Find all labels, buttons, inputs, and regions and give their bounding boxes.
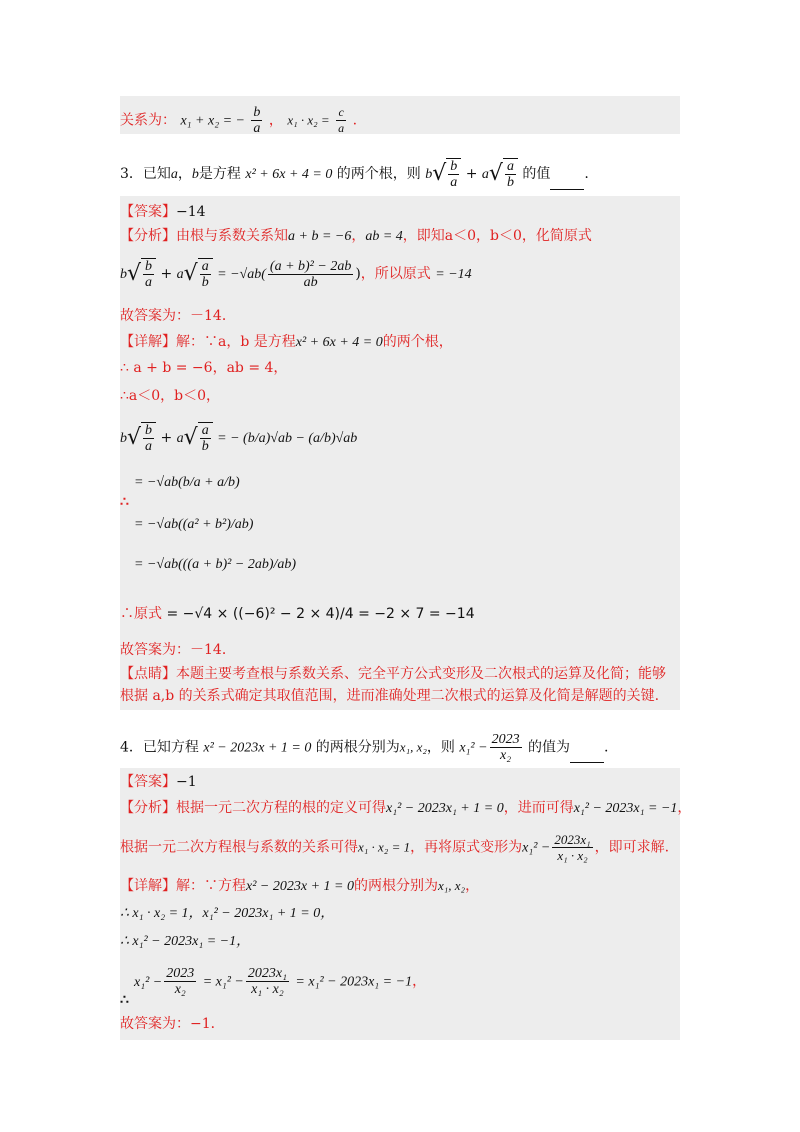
question-3: 3．已知a，b是方程 x² + 6x + 4 = 0 的两个根，则 b√ $\frac{b}{a}$ + a√ $\frac{a}{b}$ 的值 .	[120, 159, 589, 190]
answer-blank	[570, 748, 604, 763]
final-result-line: ∴原式 = −√4 × ((−6)² − 2 × 4)/4 = −2 × 7 = −14	[120, 606, 475, 622]
derivation-step-2: = −√ab(b/a + a/b)	[134, 475, 240, 490]
answer-4: 【答案】−1 【分析】根据一元二次方程的根的定义可得x₁² − 2023x₁ + 1 = 0，进而可得x₁² − 2023x₁ = −1， 根据一元二次方程根与系数的关系可得x₁ · x₂ = 1，再将原式变形为x₁² − $\frac{\text{2023x₁}}{\text{x₁ · x₂}}$ ，即可求解. 【详解】解：∵方程x² − 2023x + 1 = 0的两根分别为x₁, x₂， ∴ x₁ · x₂ = 1，x₁² − 2023x₁ + 1 = 0， ∴ x₁² − 2023x₁ = −1， x₁² − $\frac{2023}{\text{x₂}}$ = x₁² − $\frac{\text{2023x₁}}{\text{x₁ · x₂}}$ = x₁² − 2023x₁ = −1， ∴ 故答案为：−1．	[120, 768, 680, 1040]
comment-line-1: 【点睛】本题主要考查根与系数关系、完全平方公式变形及二次根式的运算及化简；能够	[120, 666, 666, 682]
derivation-step-4: = −√ab(((a + b)² − 2ab)/ab)	[134, 557, 297, 572]
answer-3: 【答案】−14 【分析】由根与系数关系知a + b = −6，ab = 4，即知a＜0，b＜0，化简原式 b√ $\frac{b}{a}$ + a√ $\frac{a}{b}$ = −√ab( $\frac{\text{(a + b)² − 2ab}}{ab}$ )，所以原式 = −14 故答案为：－14． 【详解】解：∵a，b 是方程x² + 6x + 4 = 0的两个根， ∴ a + b = −6，ab = 4， ∴a＜0，b＜0， b√ $\frac{b}{a}$ + a√ $\frac{a}{b}$ = − (b/a)√ab − (a/b)√ab = −√ab(b/a + a/b) ∴ = −√ab((a² + b²)/ab) = −√ab(((a + b)² − 2ab)/ab) ∴原式 = −√4 × ((−6)² − 2 × 4)/4 = −2 × 7 = −14 故答案为：－14． 【点睛】本题主要考查根与系数关系、完全平方公式变形及二次根式的运算及化简；能够 根据 a,b 的关系式确定其取值范围，进而准确处理二次根式的运算及化简是解题的关键.	[120, 196, 680, 710]
answer-blank	[550, 175, 584, 190]
analysis-line: 【分析】根据一元二次方程的根的定义可得x₁² − 2023x₁ + 1 = 0，进而可得x₁² − 2023x₁ = −1，	[120, 800, 692, 816]
question-4: 4．已知方程 x² − 2023x + 1 = 0 的两根分别为x₁, x₂，则 x₁² − $\frac{2023}{\text{x₂}}$ 的值为 .	[120, 732, 609, 763]
comment-line-2: 根据 a,b 的关系式确定其取值范围，进而准确处理二次根式的运算及化简是解题的关键.	[120, 688, 660, 704]
previous-answer-tail	[120, 96, 680, 134]
analysis-line-2: 根据一元二次方程根与系数的关系可得x₁ · x₂ = 1，再将原式变形为x₁² − $\frac{\text{2023x₁}}{\text{x₁ · x₂}}$ ，即可求解.	[120, 832, 670, 863]
analysis-line-2: b√ $\frac{b}{a}$ + a√ $\frac{a}{b}$ = −√ab( $\frac{\text{(a + b)² − 2ab}}{ab}$ )，所以原式 = −14	[120, 258, 472, 290]
detail-line: 【详解】解：∵a，b 是方程x² + 6x + 4 = 0的两个根，	[120, 334, 453, 350]
answer-line: 【答案】−14	[120, 204, 206, 220]
conclusion-line: 故答案为：－14．	[120, 308, 236, 324]
derivation-step-1: b√ $\frac{b}{a}$ + a√ $\frac{a}{b}$ = − (b/a)√ab − (a/b)√ab	[120, 423, 358, 454]
analysis-line: 【分析】由根与系数关系知a + b = −6，ab = 4，即知a＜0，b＜0，化简原式	[120, 228, 592, 244]
derivation-step-3: = −√ab((a² + b²)/ab)	[134, 517, 254, 532]
detail-line: 【详解】解：∵方程x² − 2023x + 1 = 0的两根分别为x₁, x₂，	[120, 878, 480, 894]
relation-line: 关系为： x₁ + x₂ = − $\frac{b}{a}$ ， x₁ · x₂ = $\frac{c}{a}$ .	[120, 105, 358, 136]
derivation-line: x₁² − $\frac{2023}{\text{x₂}}$ = x₁² − $\frac{\text{2023x₁}}{\text{x₁ · x₂}}$ = x₁² − 2023x₁ = −1，	[134, 966, 427, 997]
